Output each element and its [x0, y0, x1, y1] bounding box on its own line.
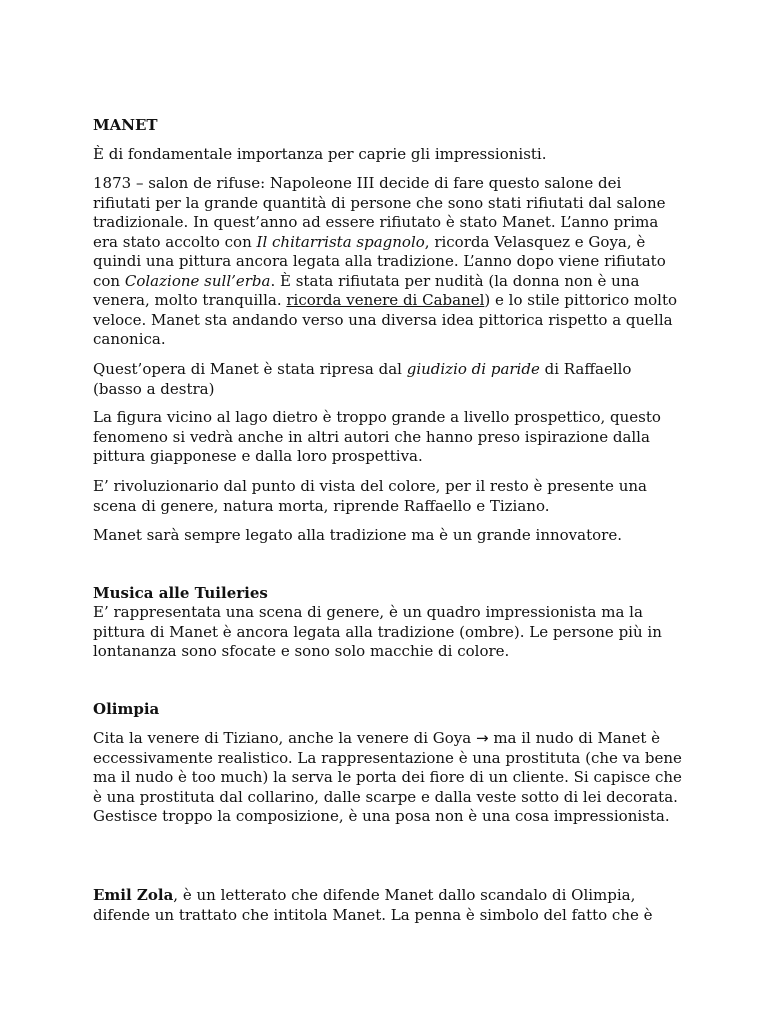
- manet-paragraph-5: E’ rivoluzionario dal punto di vista del colore, per il resto è presente una scena di genere, natura morta, riprende Raffaello e Tiziano.: [93, 477, 647, 515]
- manet-paragraph-6: Manet sarà sempre legato alla tradizione ma è un grande innovatore.: [93, 526, 622, 544]
- musica-heading: Musica alle Tuileries: [93, 584, 268, 602]
- manet-heading: MANET: [93, 116, 158, 134]
- text-run: Quest’opera di Manet è stata ripresa dal: [93, 360, 407, 378]
- manet-paragraph-2: [93, 174, 683, 350]
- musica-paragraph: E’ rappresentata una scena di genere, è un quadro impressionista ma la pittura di Manet è ancora legata alla tradizione (ombre). Le persone più in lontananza sono sfocate e sono solo macchie di colore.: [93, 603, 662, 660]
- italic-title: Colazione sull’erba: [124, 271, 271, 290]
- italic-title: giudizio di paride: [406, 360, 540, 378]
- text-run: ma il nudo di Manet è eccessivamente realistico. La rappresentazione è una prostituta (che va bene ma il nudo è too much) la serva le porta dei fiore di un cliente. Si capisce che è una prostituta dal collarino, dalle scarpe e dalla veste sotto di lei decorata. Gestisce troppo la composizione, è una posa non è una cosa impressionista.: [93, 729, 682, 825]
- text-run: ) e lo stile pittorico molto veloce. Manet sta andando verso una diversa idea pittorica rispetto a quella canonica.: [93, 291, 678, 348]
- manet-paragraph-4: La figura vicino al lago dietro è troppo grande a livello prospettico, questo fenomeno si vedrà anche in altri autori che hanno preso ispirazione dalla pittura giapponese e dalla loro prospettiva.: [93, 408, 661, 465]
- manet-paragraph-3: [93, 360, 683, 399]
- manet-paragraph-1: È di fondamentale importanza per caprie gli impressionisti.: [93, 145, 547, 163]
- text-run: . È stata rifiutata per nudità (la donna non è una venera, molto tranquilla.: [93, 271, 640, 309]
- zola-paragraph: [93, 886, 683, 925]
- underlined-text: ricorda venere di Cabanel: [286, 291, 485, 309]
- text-run: Cita la venere di Tiziano, anche la venere di Goya: [93, 729, 476, 747]
- text-run: di Raffaello (basso a destra): [93, 360, 632, 398]
- bold-name: Emil Zola: [93, 886, 174, 904]
- arrow-icon: →: [475, 729, 489, 747]
- olimpia-paragraph: [93, 729, 683, 827]
- italic-title: Il chitarrista spagnolo: [256, 232, 425, 251]
- text-run: 1873 – salon de rifuse: Napoleone III decide di fare questo salone dei rifiutati per la grande quantità di persone che sono stati rifiutati dal salone tradizionale. In quest’anno ad essere rifiutato è stato Manet. L’anno prima era stato accolto con: [93, 174, 666, 251]
- text-run: , ricorda Velasquez e Goya, è quindi una pittura ancora legata alla tradizione. L’anno dopo viene rifiutato con: [93, 232, 666, 290]
- olimpia-heading: Olimpia: [93, 700, 160, 718]
- text-run: , è un letterato che difende Manet dallo scandalo di Olimpia, difende un trattato che intitola Manet. La penna è simbolo del fatto che è: [93, 886, 653, 924]
